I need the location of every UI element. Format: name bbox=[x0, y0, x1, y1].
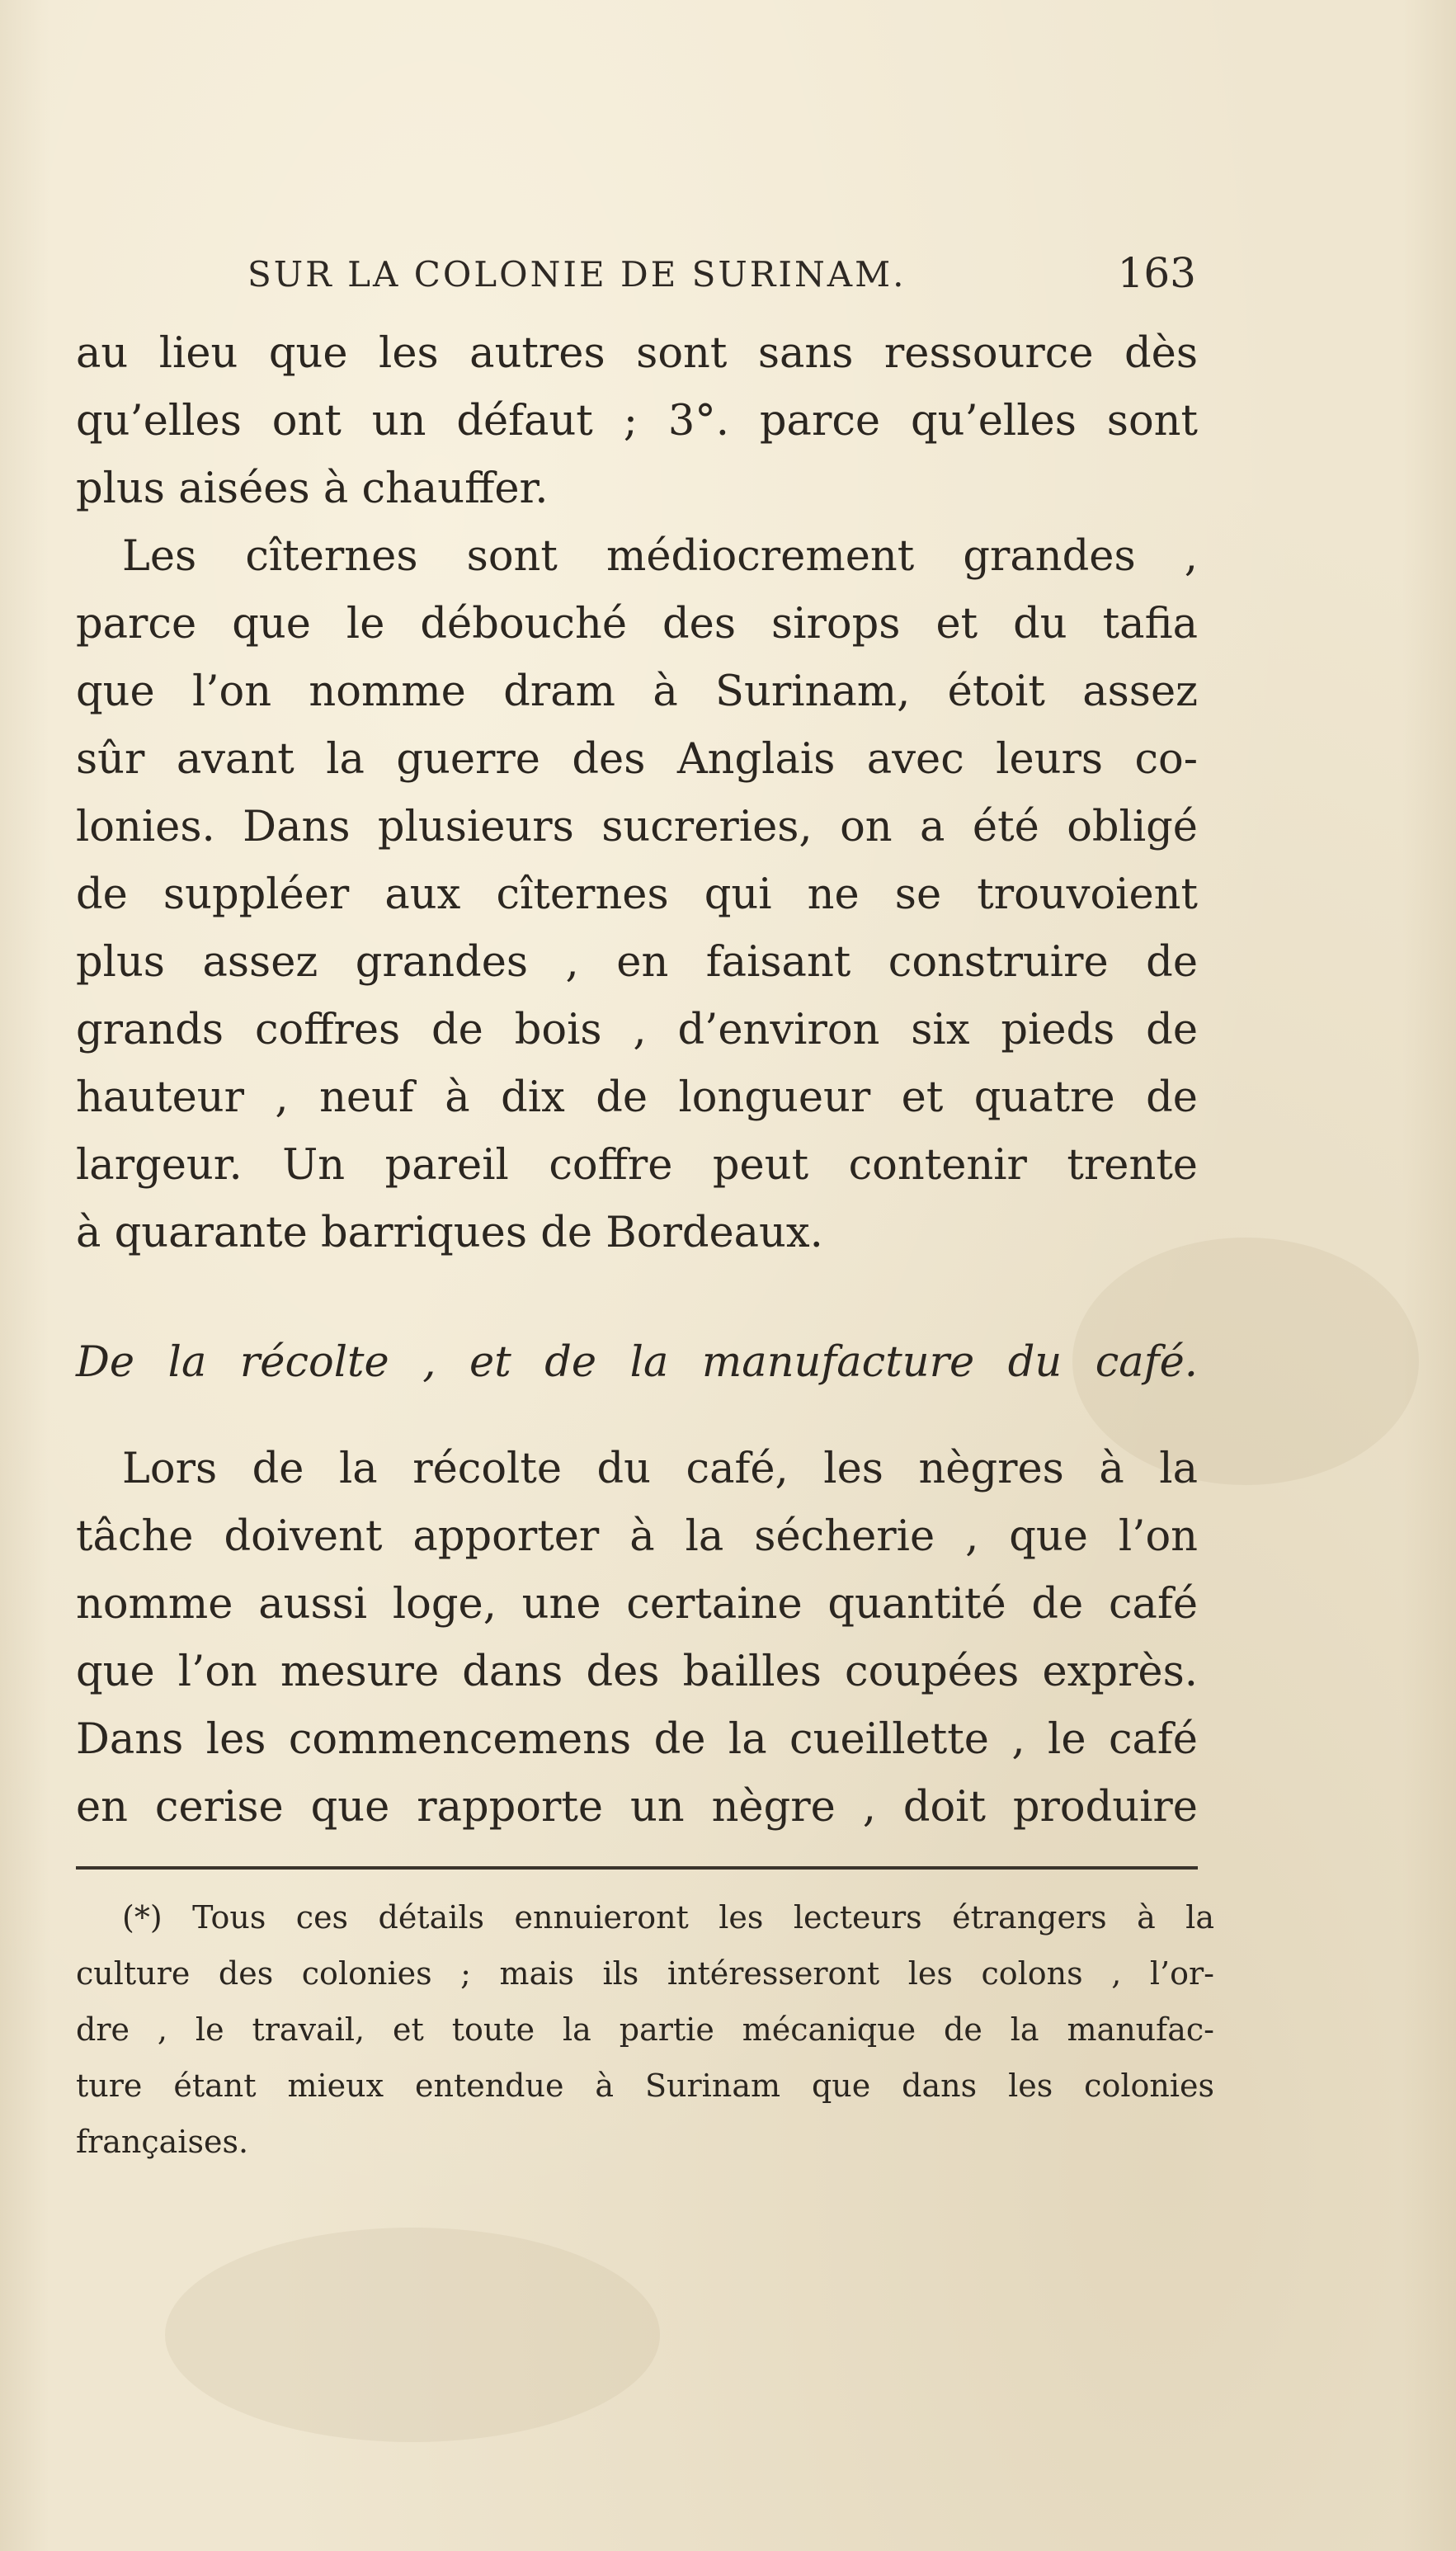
text-line: tâche doivent apporter à la sécherie , que l’on bbox=[76, 1512, 1198, 1561]
text-line: que l’on mesure dans des bailles coupées exprès. bbox=[76, 1648, 1198, 1696]
text-line: que l’on nomme dram à Surinam, étoit assez bbox=[76, 667, 1198, 716]
text-line: hauteur , neuf à dix de longueur et quatre de bbox=[76, 1073, 1198, 1122]
text-line: plus aisées à chauffer. bbox=[76, 464, 549, 513]
main-text-block bbox=[76, 320, 1198, 1267]
text-line: de suppléer aux cîternes qui ne se trouvoient bbox=[76, 870, 1198, 919]
footnote-line: françaises. bbox=[76, 2124, 249, 2160]
running-head-title: SUR LA COLONIE DE SURINAM. bbox=[247, 254, 907, 295]
section-heading: De la récolte , et de la manufacture du café. bbox=[76, 1338, 1198, 1387]
paper-stain bbox=[165, 2228, 660, 2442]
text-line: au lieu que les autres sont sans ressource dès bbox=[76, 329, 1198, 378]
footnote-rule bbox=[76, 1866, 1198, 1870]
text-line: sûr avant la guerre des Anglais avec leurs co- bbox=[76, 735, 1198, 784]
footnote-line: dre , le travail, et toute la partie mécanique de la manufac- bbox=[76, 2011, 1214, 2048]
text-line: Lors de la récolte du café, les nègres à la bbox=[122, 1445, 1198, 1493]
text-line: plus assez grandes , en faisant construire de bbox=[76, 938, 1198, 987]
footnote-line: culture des colonies ; mais ils intéresseront les colons , l’or- bbox=[76, 1955, 1214, 1992]
text-line: parce que le débouché des sirops et du tafia bbox=[76, 600, 1198, 648]
main-text-block-2 bbox=[76, 1436, 1198, 1841]
text-line: Dans les commencemens de la cueillette , le café bbox=[76, 1715, 1198, 1764]
text-line: en cerise que rapporte un nègre , doit produire bbox=[76, 1783, 1198, 1832]
text-line: nomme aussi loge, une certaine quantité de café bbox=[76, 1580, 1198, 1629]
text-line: lonies. Dans plusieurs sucreries, on a été obligé bbox=[76, 803, 1198, 851]
footnote bbox=[76, 1889, 1214, 2170]
text-line: largeur. Un pareil coffre peut contenir trente bbox=[76, 1141, 1198, 1190]
footnote-line: ture étant mieux entendue à Surinam que dans les colonies bbox=[76, 2068, 1214, 2104]
text-line: grands coffres de bois , d’environ six pieds de bbox=[76, 1006, 1198, 1054]
text-line: qu’elles ont un défaut ; 3°. parce qu’elles sont bbox=[76, 397, 1198, 446]
text-line: Les cîternes sont médiocrement grandes , bbox=[122, 532, 1198, 581]
page-number: 163 bbox=[1117, 249, 1196, 297]
text-line: à quarante barriques de Bordeaux. bbox=[76, 1209, 823, 1257]
footnote-line: (*) Tous ces détails ennuieront les lecteurs étrangers à la bbox=[122, 1899, 1214, 1936]
running-head bbox=[247, 249, 1196, 304]
